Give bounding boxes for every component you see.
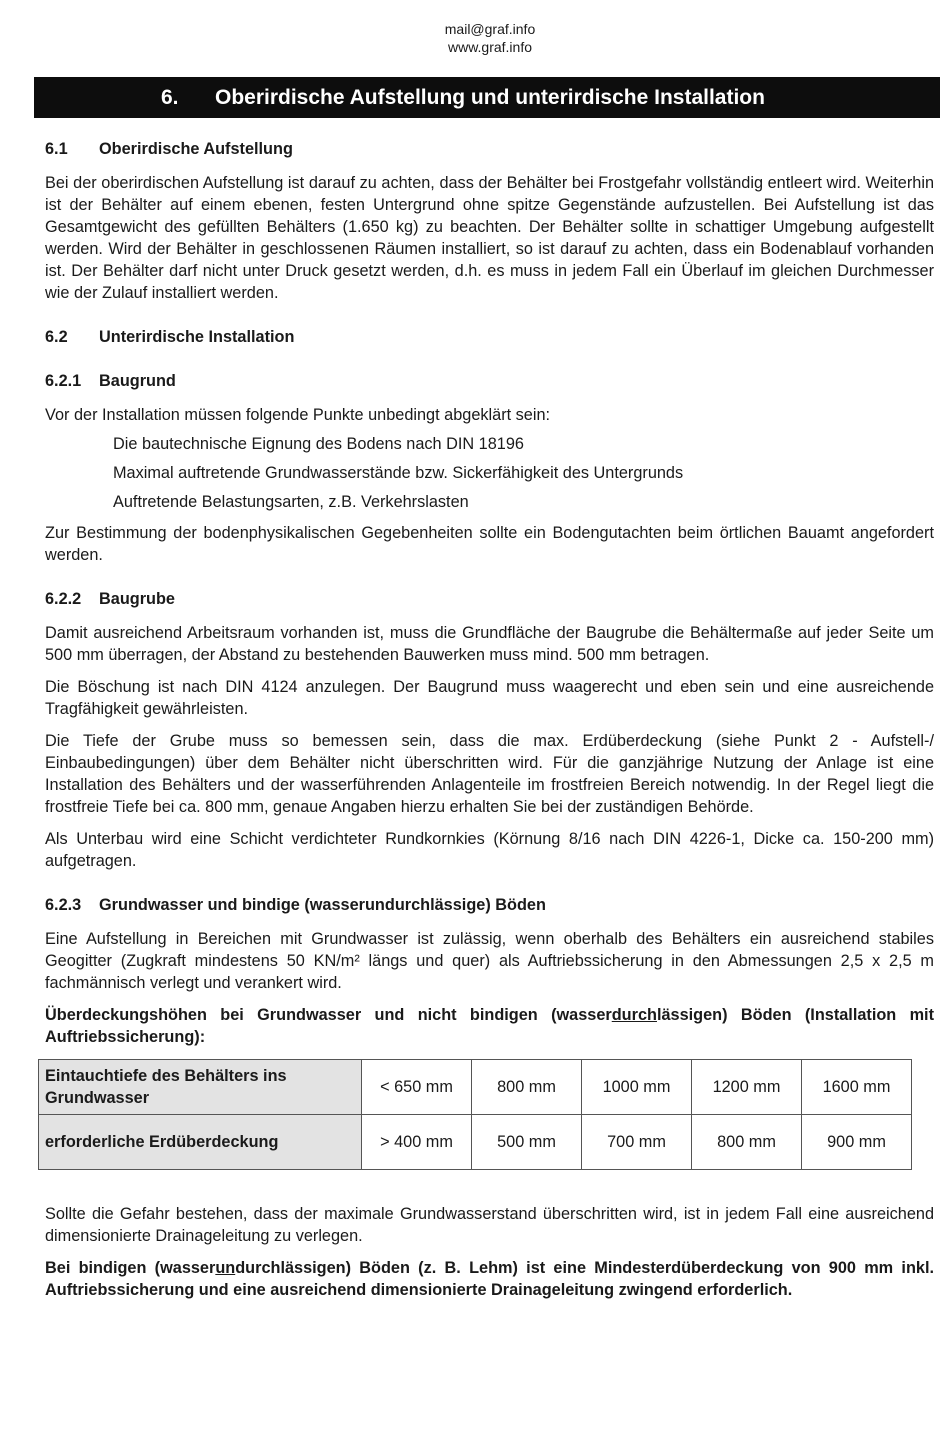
coverage-table [38, 1059, 912, 1170]
email-link[interactable]: mail@graf.info [444, 21, 536, 37]
paragraph-6-1: Bei der oberirdischen Aufstellung ist darauf zu achten, dass der Behälter bei Frostgefahr vollständig entleert wird. Weiterhin ist der Behälter auf einem ebenen, festen Untergrund ohne spitze Gegenstände aufzustellen. Bei Aufstellung ist das Gesamtgewicht des gefüllten Behälters (1.650 kg) zu beachten. Der Behälter sollte in schattiger Umgebung aufgestellt werden. Wird der Behälter in geschlossenen Räumen installiert, so ist darauf zu achten, dass ein Bodenablauf vorhanden ist. Der Behälter darf nicht unter Druck gesetzt werden, d.h. es muss in jedem Fall ein Überlauf im gleichen Durchmesser wie der Zulauf installiert werden. [45, 174, 934, 302]
heading-number: 6.2.3 [45, 896, 82, 914]
heading-title: Oberirdische Aufstellung [99, 140, 293, 158]
table-cell: 900 mm [802, 1115, 912, 1170]
heading-6-2-1 [45, 370, 934, 392]
requirements-list [45, 430, 934, 517]
list-item: Auftretende Belastungsarten, z.B. Verkehrslasten [113, 493, 469, 511]
heading-title: Baugrund [99, 372, 176, 390]
table-cell: 1000 mm [582, 1060, 692, 1115]
paragraph-base: Als Unterbau wird eine Schicht verdichteter Rundkornkies (Körnung 8/16 nach DIN 4226-1, Dicke ca. 150-200 mm) aufgetragen. [45, 830, 934, 870]
heading-number: 6.2.1 [45, 372, 82, 390]
document-body [45, 138, 934, 1301]
paragraph-groundwater: Eine Aufstellung in Bereichen mit Grundwasser ist zulässig, wenn oberhalb des Behälters ein ausreichend stabiles Geogitter (Zugkraft mindestens 50 KN/m² längs und quer) als Auftriebssicherung in den Abmessungen 2,5 x 2,5 m fachmännisch verlegt und verankert wird. [45, 930, 934, 992]
heading-6-2-2 [45, 588, 934, 610]
section-number: 6. [161, 85, 179, 109]
heading-number: 6.2.2 [45, 590, 82, 608]
table-cell: 800 mm [472, 1060, 582, 1115]
heading-title: Unterirdische Installation [99, 328, 295, 346]
table-cell: < 650 mm [362, 1060, 472, 1115]
paragraph-intro: Vor der Installation müssen folgende Punkte unbedingt abgeklärt sein: [45, 406, 551, 424]
paragraph-depth: Die Tiefe der Grube muss so bemessen sein, dass die max. Erdüberdeckung (siehe Punkt 2 - Aufstell-/ Einbaubedingungen) über dem Behälter nicht überschritten wird. Für die ganzjährige Nutzung der Anlage ist eine Installation des Behälters und der wasserführenden Anlagenteile im frostfreien Bereich notwendig. In der Regel liegt die frostfreie Tiefe bei ca. 800 mm, genaue Angaben hierzu erhalten Sie bei der zuständigen Behörde. [45, 732, 934, 816]
heading-title: Baugrube [99, 590, 175, 608]
paragraph-cohesive-soils: Bei bindigen (wasserundurchlässigen) Böden (z. B. Lehm) ist eine Mindesterdüberdeckung von 900 mm inkl. Auftriebssicherung und eine ausreichend dimensionierte Drainageleitung zwingend erforderlich. [45, 1259, 934, 1299]
list-item: Maximal auftretende Grundwasserstände bzw. Sickerfähigkeit des Untergrunds [113, 464, 684, 482]
heading-number: 6.1 [45, 140, 68, 158]
table-cell: 500 mm [472, 1115, 582, 1170]
contact-info [0, 20, 950, 56]
row-label: erforderliche Erdüberdeckung [39, 1115, 362, 1170]
heading-6-2-3 [45, 894, 934, 916]
paragraph-slope: Die Böschung ist nach DIN 4124 anzulegen. Der Baugrund muss waagerecht und eben sein und eine ausreichende Tragfähigkeit gewährleisten. [45, 678, 934, 718]
table-cell: 1200 mm [692, 1060, 802, 1115]
paragraph-workspace: Damit ausreichend Arbeitsraum vorhanden ist, muss die Grundfläche der Baugrube die Behältermaße auf jeder Seite um 500 mm überragen, der Abstand zu bestehenden Bauwerken muss mind. 500 mm betragen. [45, 624, 934, 664]
website-link[interactable]: www.graf.info [447, 39, 533, 55]
list-item: Die bautechnische Eignung des Bodens nach DIN 18196 [113, 435, 524, 453]
heading-6-2 [45, 326, 934, 348]
table-cell: 1600 mm [802, 1060, 912, 1115]
heading-6-1 [45, 138, 934, 160]
table-cell: > 400 mm [362, 1115, 472, 1170]
table-caption: Überdeckungshöhen bei Grundwasser und nicht bindigen (wasserdurchlässigen) Böden (Installation mit Auftriebssicherung): [45, 1006, 934, 1046]
section-banner [34, 77, 940, 118]
table-row [39, 1060, 912, 1115]
row-label: Eintauchtiefe des Behälters ins Grundwasser [39, 1060, 362, 1115]
table-row [39, 1115, 912, 1170]
section-title: Oberirdische Aufstellung und unterirdische Installation [215, 85, 765, 109]
paragraph-outro: Zur Bestimmung der bodenphysikalischen Gegebenheiten sollte ein Bodengutachten beim örtlichen Bauamt angefordert werden. [45, 524, 934, 564]
heading-number: 6.2 [45, 328, 68, 346]
table-cell: 700 mm [582, 1115, 692, 1170]
paragraph-drainage: Sollte die Gefahr bestehen, dass der maximale Grundwasserstand überschritten wird, ist in jedem Fall eine ausreichend dimensionierte Drainageleitung zu verlegen. [45, 1205, 934, 1245]
table-cell: 800 mm [692, 1115, 802, 1170]
heading-title: Grundwasser und bindige (wasserundurchlässige) Böden [99, 896, 546, 914]
